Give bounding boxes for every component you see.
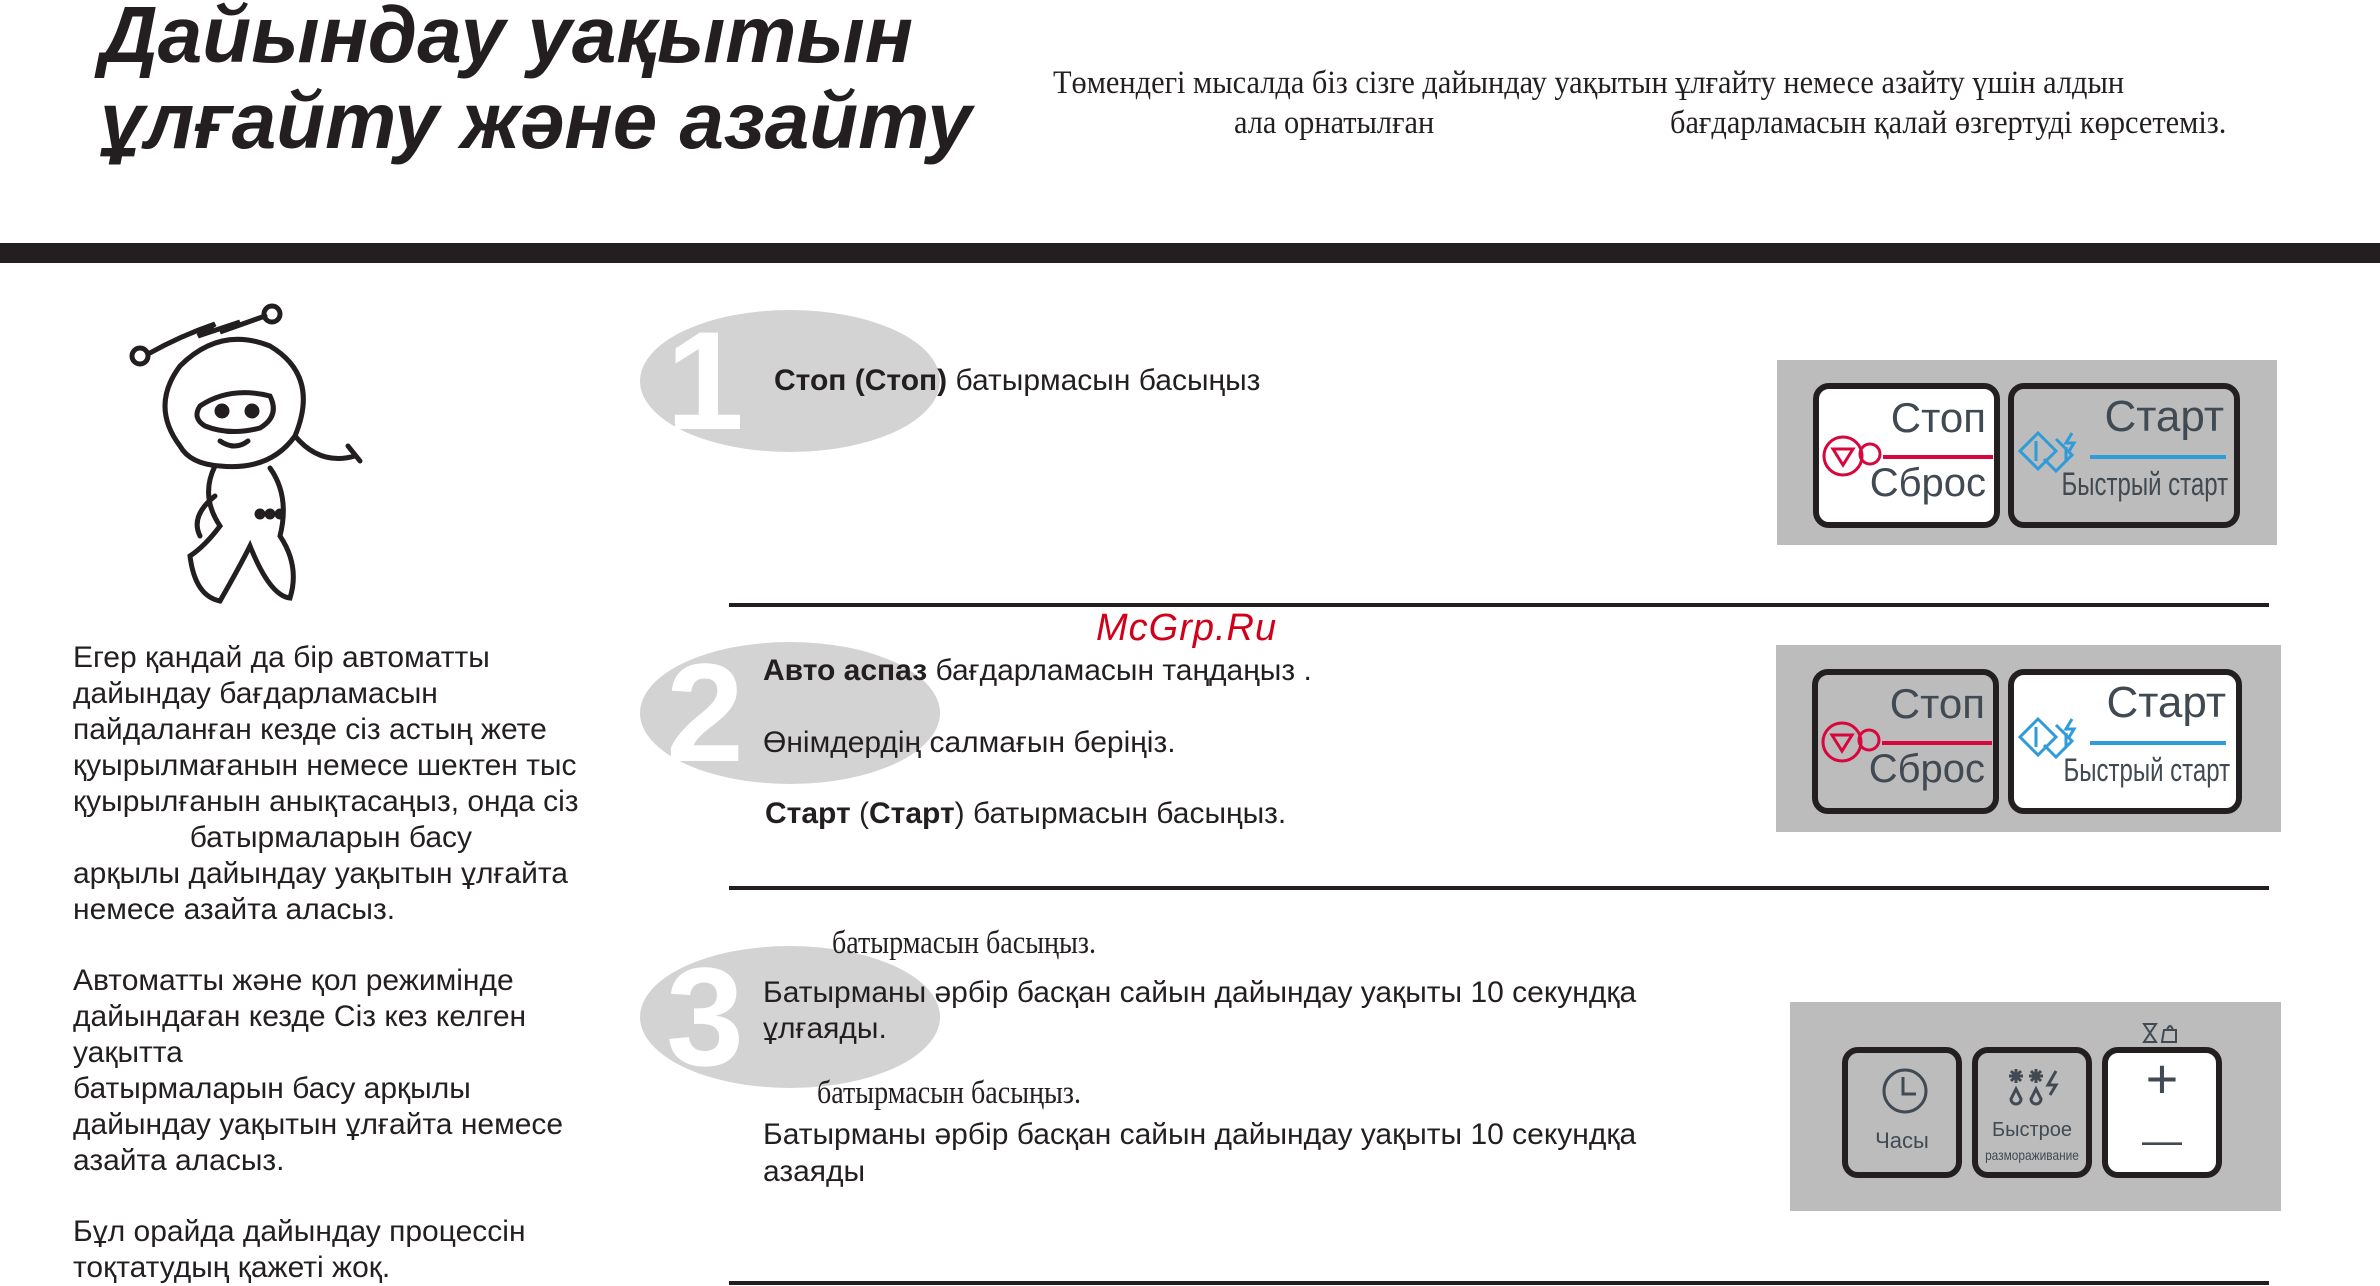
step-3-line5: Батырманы әрбір басқан сайын дайындау уақыты 10 секундқа bbox=[763, 1118, 1637, 1151]
step-2-line3: Старт (Старт) батырмасын басыңыз. bbox=[765, 797, 1287, 830]
step-3-line4: батырмасын басыңыз. bbox=[817, 1075, 1082, 1111]
intro-line2a: ала орнатылған bbox=[1234, 105, 1435, 141]
quick-start-label: Быстрый старт bbox=[2061, 466, 2228, 502]
step-1-number: 1 bbox=[666, 302, 744, 459]
control-panel-1 bbox=[1777, 360, 2277, 545]
stop-divider bbox=[1882, 741, 1992, 745]
header-divider-bar bbox=[0, 243, 2380, 263]
clock-label: Часы bbox=[1875, 1128, 1929, 1153]
start-label: Старт bbox=[2104, 392, 2224, 441]
step-divider-1 bbox=[729, 603, 2269, 607]
defrost-icon bbox=[2006, 1065, 2066, 1113]
step-2-line1 bbox=[763, 654, 1312, 688]
start-divider bbox=[2090, 741, 2226, 745]
step-3-number: 3 bbox=[666, 938, 744, 1095]
quick-defrost-button[interactable] bbox=[1972, 1047, 2092, 1178]
step-divider-2 bbox=[729, 886, 2269, 890]
step-1-bold-paren: (Стоп) bbox=[854, 364, 948, 397]
watermark: McGrp.Ru bbox=[1096, 607, 1278, 649]
start-button[interactable] bbox=[2008, 383, 2240, 528]
plus-minus-button[interactable] bbox=[2102, 1047, 2222, 1178]
stop-reset-button[interactable] bbox=[1812, 669, 1999, 814]
reset-label: Сброс bbox=[1869, 461, 1986, 505]
intro-line2b: бағдарламасын қалай өзгертуді көрсетеміз. bbox=[1670, 105, 2227, 141]
step-3-line6: азаяды bbox=[763, 1155, 866, 1188]
minus-icon[interactable]: — bbox=[2142, 1119, 2182, 1163]
stop-label: Стоп bbox=[1889, 680, 1985, 727]
reset-label: Сброс bbox=[1868, 747, 1985, 791]
mascot-illustration bbox=[120, 296, 380, 611]
start-button[interactable] bbox=[2008, 669, 2242, 814]
step-1-text: батырмасын басыңыз bbox=[947, 364, 1261, 397]
step-2-line1-text: бағдарламасын таңдаңыз bbox=[927, 654, 1296, 687]
defrost-label-bottom: размораживание bbox=[1985, 1147, 2079, 1163]
left-paragraph-3: Бұл орайда дайындау процессін тоқтатудың қажеті жоқ. bbox=[73, 1215, 526, 1284]
step-2-line2: Өнімдердің салмағын беріңіз. bbox=[763, 726, 1176, 759]
left-paragraph-1: Егер қандай да бір автоматты дайындау бағдарламасын пайдаланған кезде сіз астың жете қуырылмағанын немесе шектен тыс қуырылғанын анықтасаңыз, онда сіз батырмаларын басу арқылы дайындау уақытын ұлғайта немесе азайта аласыз. bbox=[73, 641, 579, 926]
start-label: Старт bbox=[2106, 678, 2226, 727]
step-2-line3-text: батырмасын басыңыз. bbox=[964, 797, 1287, 830]
timer-weight-icon bbox=[2142, 1022, 2182, 1044]
start-divider bbox=[2090, 455, 2226, 459]
step-2-number: 2 bbox=[666, 634, 744, 791]
step-1-instruction bbox=[774, 364, 1260, 398]
clock-icon bbox=[1881, 1067, 1929, 1115]
control-panel-3 bbox=[1790, 1002, 2281, 1211]
plus-icon[interactable]: + bbox=[2145, 1047, 2179, 1110]
step-2-start-bold-paren: Старт bbox=[869, 797, 955, 830]
step-3-line2: Батырманы әрбір басқан сайын дайындау уақыты 10 секундқа bbox=[763, 976, 1637, 1009]
intro-line1: Төмендегі мысалда біз сізге дайындау уақытын ұлғайту немесе азайту үшін алдын bbox=[1053, 65, 2125, 101]
quick-start-label: Быстрый старт bbox=[2063, 752, 2230, 788]
step-3-line3: ұлғаяды. bbox=[763, 1012, 887, 1045]
page-title-line1: Дайындау уақытын bbox=[100, 0, 914, 79]
step-2-program-bold: Авто аспаз bbox=[763, 654, 928, 687]
step-1-bold: Стоп bbox=[774, 364, 847, 397]
step-divider-3 bbox=[729, 1281, 2269, 1285]
page-title-line2: ұлғайту және азайту bbox=[100, 76, 972, 165]
left-paragraph-2: Автоматты және қол режимінде дайындаған кезде Сіз кез келген уақытта батырмаларын басу арқылы дайындау уақытын ұлғайта немесе азайта аласыз. bbox=[73, 964, 564, 1177]
clock-button[interactable] bbox=[1842, 1047, 1962, 1178]
stop-reset-button[interactable] bbox=[1813, 383, 2000, 528]
stop-divider bbox=[1883, 455, 1993, 459]
step-2-line1-dot: . bbox=[1303, 654, 1312, 687]
stop-label: Стоп bbox=[1890, 394, 1986, 441]
defrost-label-top: Быстрое bbox=[1991, 1119, 2073, 1141]
step-2-start-bold: Старт bbox=[765, 797, 851, 830]
control-panel-2 bbox=[1776, 645, 2281, 832]
step-3-line1: батырмасын басыңыз. bbox=[832, 925, 1097, 961]
